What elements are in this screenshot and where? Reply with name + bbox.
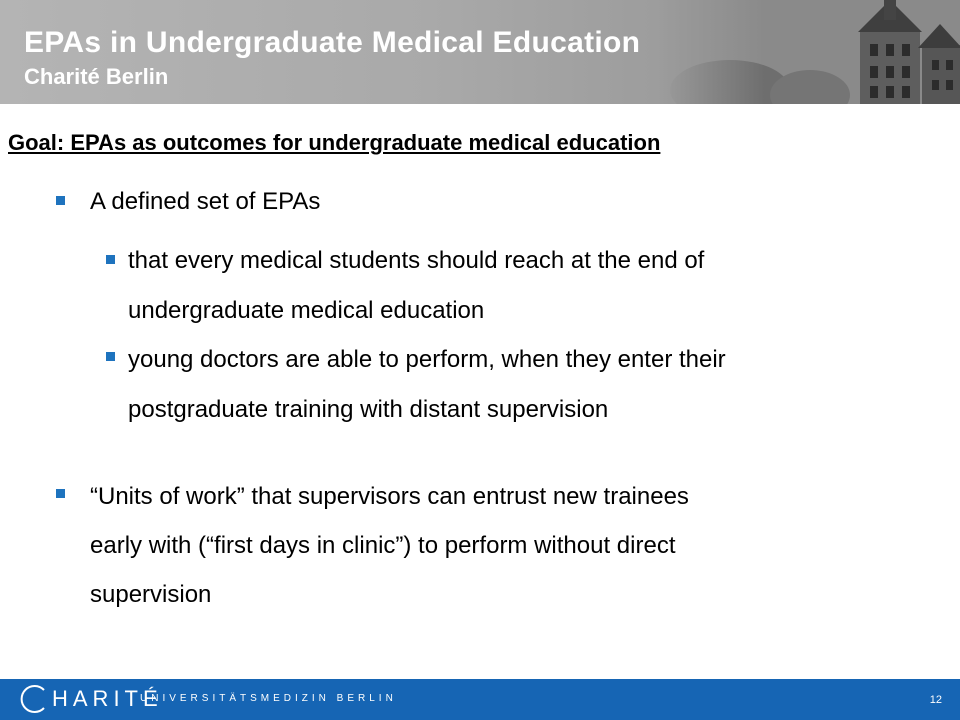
bullet-units-of-work-line3: supervision xyxy=(90,581,212,608)
goal-heading: Goal: EPAs as outcomes for undergraduate medical education xyxy=(8,130,661,155)
sub-bullet-students-line2: undergraduate medical education xyxy=(128,297,485,324)
bullet-square-icon xyxy=(106,352,115,361)
slide-subtitle: Charité Berlin xyxy=(24,64,169,89)
university-name: UNIVERSITÄTSMEDIZIN BERLIN xyxy=(140,693,397,704)
sub-bullet-doctors-line1: young doctors are able to perform, when they enter their xyxy=(128,346,726,373)
charite-logo-icon xyxy=(18,683,50,715)
bullet-units-of-work-line2: early with (“first days in clinic”) to perform without direct xyxy=(90,532,676,559)
bullet-defined-set: A defined set of EPAs xyxy=(90,188,321,215)
sub-bullet-doctors-line2: postgraduate training with distant supervision xyxy=(128,396,609,423)
slide-title: EPAs in Undergraduate Medical Education xyxy=(24,26,641,59)
bullet-square-icon xyxy=(56,196,65,205)
charite-logo-text: HARITÉ xyxy=(52,686,163,711)
building-image xyxy=(660,0,960,104)
slide-header xyxy=(0,0,960,104)
sub-bullet-students-line1: that every medical students should reach at the end of xyxy=(128,247,705,274)
slide-footer xyxy=(0,679,960,720)
bullet-square-icon xyxy=(56,489,65,498)
bullet-units-of-work-line1: “Units of work” that supervisors can entrust new trainees xyxy=(90,483,689,510)
page-number: 12 xyxy=(929,694,942,706)
bullet-square-icon xyxy=(106,255,115,264)
